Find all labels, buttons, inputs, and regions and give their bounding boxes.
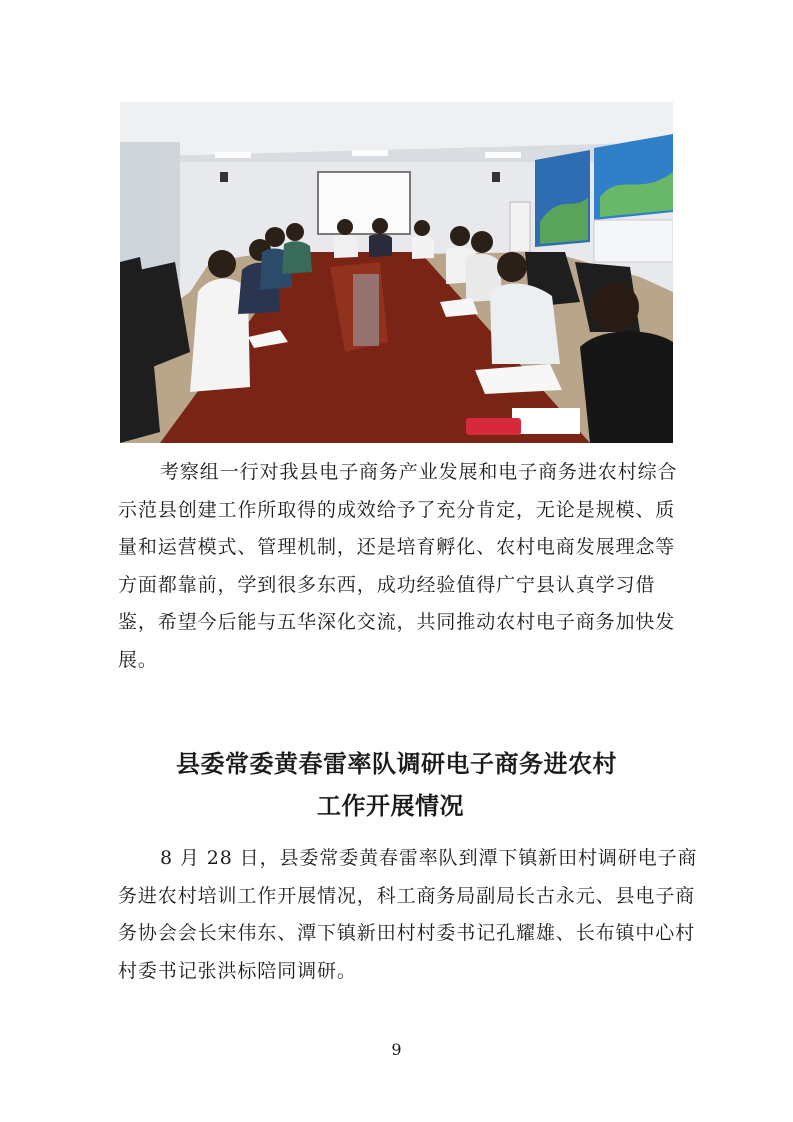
paragraph-1-line-3: 是规模、质量和运营模式、管理机制，还是培育孵化、农村	[118, 498, 676, 558]
paragraph-2-line-2: 子商务进农村培训工作开展情况，科工商务局副局长古永元、	[118, 847, 698, 907]
paragraph-2	[118, 840, 698, 990]
paragraph-1-line-1: 考察组一行对我县电子商务产业发展和电子商务进农	[160, 461, 618, 483]
paragraph-2-line-4: 长布镇中心村村委书记张洪标陪同调研。	[118, 922, 696, 982]
page-number: 9	[391, 1040, 402, 1059]
paragraph-1-line-6: 动农村电子商务加快发展。	[118, 611, 676, 671]
paragraph-1	[118, 454, 688, 679]
meeting-photo-illustration	[120, 102, 673, 443]
paragraph-1-line-2: 村综合示范县创建工作所取得的成效给予了充分肯定，无论	[118, 461, 678, 521]
meeting-photo	[120, 102, 673, 443]
paragraph-1-line-4: 电商发展理念等方面都靠前，学到很多东西，成功经验值得	[118, 536, 676, 596]
paragraph-2-line-3: 县电子商务协会会长宋伟东、潭下镇新田村村委书记孔耀雄、	[118, 884, 696, 944]
section-heading-line-2: 工作开展情况	[317, 792, 464, 820]
paragraph-2-line-1: 8 月 28 日，县委常委黄春雷率队到潭下镇新田村调研电	[160, 847, 658, 869]
section-heading-line-1: 县委常委黄春雷率队调研电子商务进农村	[176, 750, 617, 778]
paragraph-1-line-5: 广宁县认真学习借鉴，希望今后能与五华深化交流，共同推	[118, 573, 656, 633]
